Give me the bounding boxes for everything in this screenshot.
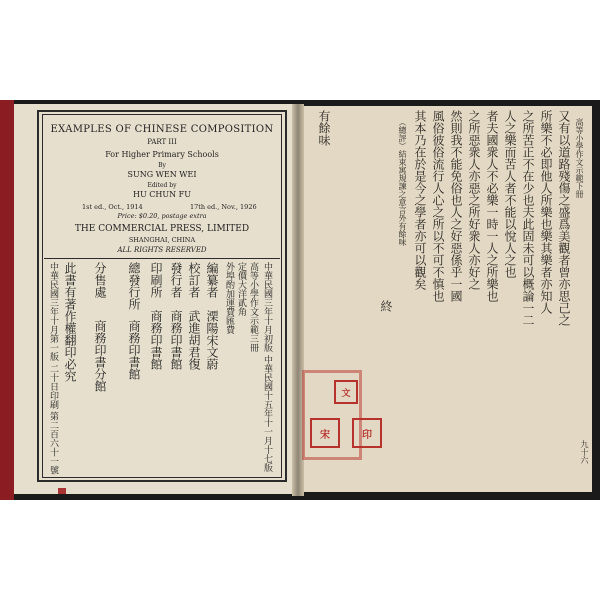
right-page-header: 高等小學作文示範下冊 (575, 118, 584, 198)
body-line: 風俗彼俗流行人心之所以不可不慎也 (431, 110, 445, 302)
role-main-issuer: 總發行所 (127, 262, 141, 310)
body-line: 之所苦正不在少也夫此固未可以概論一二 (521, 110, 535, 326)
colophon-city: SHANGHAI, CHINA (128, 236, 196, 244)
end-mark: 終 (379, 300, 393, 312)
colophon-side-notes: 中華民國三年十月第一版 二十日印刷 第二百六十一號 (48, 262, 58, 475)
body-line: 者夫國衆人不必樂一時一人之所樂也 (485, 110, 499, 302)
name-main-issuer: 商務印書館 (127, 320, 141, 380)
role-proofreader: 校訂者 (187, 262, 201, 298)
copyright-notice: 此書有著作權翻印必究 (63, 262, 77, 382)
body-line: 然則我不能免俗也人之好惡係乎一國 (449, 110, 463, 302)
body-line: 人之樂而苦人者不能以悅人之也 (503, 110, 517, 278)
body-line: 有餘味 (317, 110, 331, 146)
role-branches: 分售處 (93, 262, 107, 298)
colophon-first-edition: 1st ed., Oct., 1914 (82, 203, 143, 211)
role-printer: 印刷所 (149, 262, 163, 298)
colophon-date-line: 中華民國三年十月初版 中華民國十五年十一月十七版 (262, 262, 272, 472)
colophon-rights: ALL RIGHTS RESERVED (117, 246, 207, 254)
seal-stamp: 宋 (310, 418, 340, 448)
colophon-press: THE COMMERCIAL PRESS, LIMITED (74, 224, 250, 234)
seal-stamp: 文 (334, 380, 358, 404)
name-branches: 商務印書分館 (93, 320, 107, 392)
colophon-for: For Higher Primary Schools (105, 150, 219, 159)
body-line: 之所惡衆人亦惡之所好衆人亦好之 (467, 110, 481, 290)
colophon-postage-line: 外埠酌加運費匯費 (224, 262, 234, 334)
name-publisher: 商務印書館 (169, 310, 183, 370)
colophon-part: PART III (147, 138, 177, 146)
colophon-title: EXAMPLES OF CHINESE COMPOSITION (50, 124, 274, 135)
colophon-editor: HU CHUN FU (133, 190, 191, 199)
small-red-mark (58, 488, 66, 494)
colophon-price-line: 定價大洋貳角 (236, 262, 246, 316)
seal-stamp: 印 (352, 418, 382, 448)
colophon-seventeenth-edition: 17th ed., Nov., 1926 (190, 203, 257, 211)
colophon-price: Price: $0.20, postage extra (117, 212, 207, 220)
body-line: 又有以道路殘傷之盛爲美觀者曾亦思己之 (557, 110, 571, 326)
colophon-edited-by: Edited by (147, 182, 177, 189)
colophon-author: SUNG WEN WEI (127, 170, 197, 179)
colophon-book-title: 高等小學作文示範三冊 (248, 262, 258, 352)
name-printer: 商務印書館 (149, 310, 163, 370)
name-compiler: 溧陽宋文蔚 (205, 310, 219, 370)
page-number: 九十六 (580, 440, 589, 464)
name-proofreader: 武進胡君復 (187, 310, 201, 370)
body-line: 其本乃在於是今之學者亦可以觀矣 (413, 110, 427, 290)
colophon-by: By (158, 162, 166, 169)
body-line: 所樂不必即他人所樂也樂其樂者亦知人 (539, 110, 553, 314)
role-compiler: 編纂者 (205, 262, 219, 298)
book-spine-edge (0, 100, 14, 500)
role-publisher: 發行者 (169, 262, 183, 298)
colophon-divider (44, 258, 280, 259)
closing-note: （總評）結束寓規諫之意言外有餘味 (398, 118, 407, 246)
